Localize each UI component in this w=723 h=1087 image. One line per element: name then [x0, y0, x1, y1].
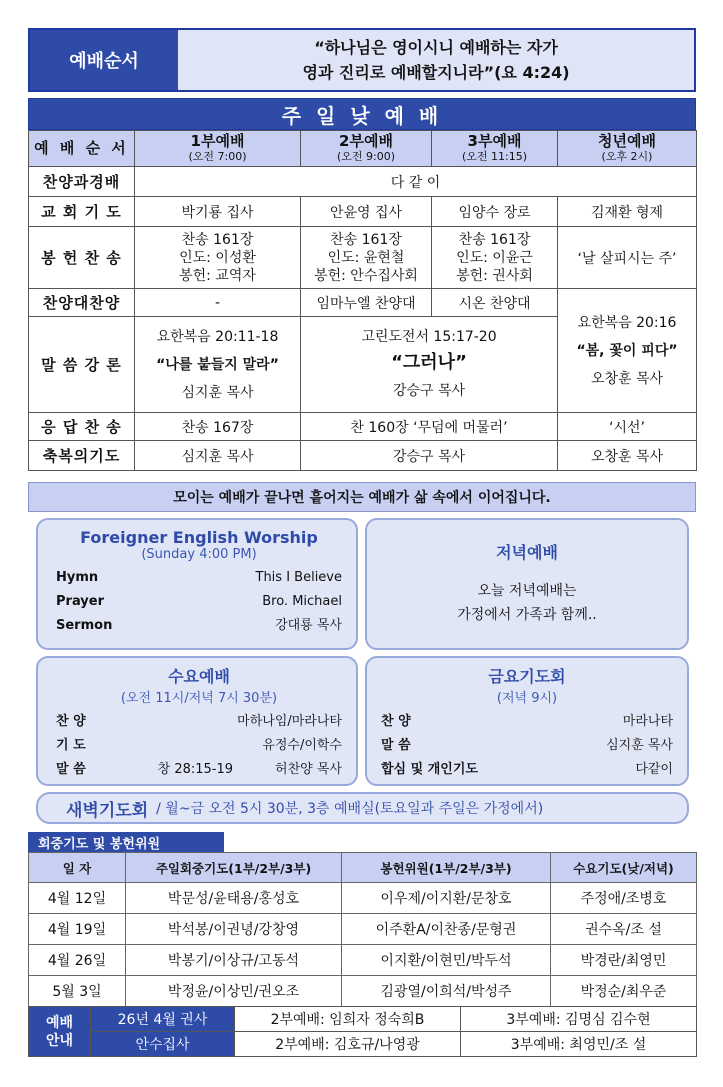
english-worship-box — [36, 518, 358, 650]
cell: 찬송 161장 인도: 이윤근 봉헌: 권사회 — [432, 227, 558, 289]
sunday-worship-title: 주 일 낮 예 배 — [28, 98, 696, 130]
header-verse — [178, 30, 694, 90]
row-label: 응 답 찬 송 — [29, 413, 135, 441]
wednesday-worship-box — [36, 656, 358, 786]
cell: 3부예배: 김명심 김수현 — [461, 1007, 697, 1032]
cell: 찬송 161장 인도: 이성환 봉헌: 교역자 — [135, 227, 301, 289]
wednesday-title: 수요예배 — [168, 667, 230, 686]
friday-item: 말 씀 심지훈 목사 — [381, 738, 673, 753]
cell: 4월 19일 — [29, 914, 126, 945]
prayer-table — [28, 852, 697, 1007]
order-label: 예 배 순 서 — [29, 131, 135, 167]
cell: 요한복음 20:11-18 “나를 붙들지 말라” 심지훈 목사 — [135, 317, 301, 413]
evening-line-2: 가정에서 가족과 함께.. — [457, 607, 597, 623]
cell: 찬송 161장 인도: 윤현철 봉헌: 안수집사회 — [301, 227, 432, 289]
col-header: 주일회중기도(1부/2부/3부) — [126, 853, 342, 883]
cell: 박봉기/이상규/고동석 — [126, 945, 342, 976]
english-time: (Sunday 4:00 PM) — [141, 547, 257, 562]
service-1: 1부예배 (오전 7:00) — [135, 131, 301, 167]
english-item: Sermon 강대룡 목사 — [56, 618, 342, 633]
wednesday-item: 기 도 유정수/이학수 — [56, 738, 342, 753]
wednesday-time: (오전 11시/저녁 7시 30분) — [120, 691, 278, 706]
cell: 강승구 목사 — [301, 441, 558, 471]
dawn-prayer-bar — [36, 792, 689, 824]
evening-worship-box — [365, 518, 689, 650]
closing-message: 모이는 예배가 끝나면 흩어지는 예배가 삶 속에서 이어집니다. — [28, 482, 696, 512]
cell: - — [135, 289, 301, 317]
english-item: Prayer Bro. Michael — [56, 594, 342, 609]
cell: 안윤영 집사 — [301, 197, 432, 227]
prayer-table-title: 회중기도 및 봉헌위원 — [28, 832, 224, 852]
cell: 박문성/윤태용/홍성호 — [126, 883, 342, 914]
row-label: 봉 헌 찬 송 — [29, 227, 135, 289]
friday-prayer-box — [365, 656, 689, 786]
guide-name: 26년 4월 권사 — [91, 1007, 235, 1032]
cell: 4월 12일 — [29, 883, 126, 914]
header-label: 예배순서 — [30, 30, 178, 90]
cell: 이지환/이현민/박두석 — [342, 945, 551, 976]
cell: 김광열/이희석/박성주 — [342, 976, 551, 1007]
wednesday-item: 말 씀 창 28:15-19 허찬양 목사 — [56, 762, 342, 777]
cell: 주정애/조병호 — [551, 883, 697, 914]
friday-item: 찬 양 마라나타 — [381, 714, 673, 729]
cell: 임양수 장로 — [432, 197, 558, 227]
cell: 5월 3일 — [29, 976, 126, 1007]
cell: 박정윤/이상민/권오조 — [126, 976, 342, 1007]
friday-time: (저녁 9시) — [496, 691, 558, 706]
youth-sermon: 요한복음 20:16 “봄, 꽃이 피다” 오창훈 목사 — [558, 289, 697, 413]
dawn-title: 새벽기도회 — [66, 800, 149, 821]
cell: 권수옥/조 설 — [551, 914, 697, 945]
service-header-row — [29, 131, 697, 167]
evening-line-1: 오늘 저녁예배는 — [477, 583, 577, 599]
prayer-table-header — [29, 853, 697, 883]
english-item: Hymn This I Believe — [56, 570, 342, 585]
row-label: 말 씀 강 론 — [29, 317, 135, 413]
guide-name: 안수집사 — [91, 1032, 235, 1057]
praise-all: 다 같 이 — [135, 167, 697, 197]
cell: ‘날 살피시는 주’ — [558, 227, 697, 289]
cell: 박경란/최영민 — [551, 945, 697, 976]
sunday-worship-table — [28, 130, 697, 471]
cell: 4월 26일 — [29, 945, 126, 976]
cell: ‘시선’ — [558, 413, 697, 441]
col-header: 일 자 — [29, 853, 126, 883]
row-benediction — [29, 441, 697, 471]
cell: 찬 160장 ‘무덤에 머물러’ — [301, 413, 558, 441]
cell: 오창훈 목사 — [558, 441, 697, 471]
cell: 박석봉/이권녕/강창영 — [126, 914, 342, 945]
dawn-detail: / 월~금 오전 5시 30분, 3층 예배실(토요일과 주일은 가정에서) — [156, 801, 544, 817]
guide-label: 예배 안내 — [29, 1007, 91, 1057]
row-praise — [29, 167, 697, 197]
service-2: 2부예배 (오전 9:00) — [301, 131, 432, 167]
row-offering — [29, 227, 697, 289]
english-title: Foreigner English Worship — [80, 528, 318, 547]
cell: 박정순/최우준 — [551, 976, 697, 1007]
row-label: 찬양대찬양 — [29, 289, 135, 317]
cell: 2부예배: 김호규/나영광 — [235, 1032, 461, 1057]
cell: 임마누엘 찬양대 — [301, 289, 432, 317]
worship-guide-table — [28, 1006, 697, 1057]
evening-title: 저녁예배 — [496, 543, 558, 562]
cell: 찬송 167장 — [135, 413, 301, 441]
cell: 2부예배: 임희자 정숙희B — [235, 1007, 461, 1032]
service-3: 3부예배 (오전 11:15) — [432, 131, 558, 167]
worship-order-header — [28, 28, 696, 92]
cell: 이우제/이지환/문창호 — [342, 883, 551, 914]
cell: 심지훈 목사 — [135, 441, 301, 471]
cell: 시온 찬양대 — [432, 289, 558, 317]
row-response — [29, 413, 697, 441]
guide-row — [29, 1007, 697, 1032]
row-label: 축복의기도 — [29, 441, 135, 471]
cell: 3부예배: 최영민/조 설 — [461, 1032, 697, 1057]
verse-line-2: 영과 진리로 예배할지니라”(요 4:24) — [302, 63, 570, 82]
friday-item: 합심 및 개인기도 다같이 — [381, 762, 673, 777]
col-header: 수요기도(낮/저녁) — [551, 853, 697, 883]
guide-row — [29, 1032, 697, 1057]
table-row — [29, 945, 697, 976]
row-label: 교 회 기 도 — [29, 197, 135, 227]
table-row — [29, 914, 697, 945]
col-header: 봉헌위원(1부/2부/3부) — [342, 853, 551, 883]
row-choir — [29, 289, 697, 317]
table-row — [29, 976, 697, 1007]
verse-line-1: “하나님은 영이시니 예배하는 자가 — [314, 38, 558, 57]
cell: 이주환A/이찬종/문형권 — [342, 914, 551, 945]
cell: 박기룡 집사 — [135, 197, 301, 227]
row-prayer — [29, 197, 697, 227]
cell: 김재환 형제 — [558, 197, 697, 227]
wednesday-item: 찬 양 마하나임/마라나타 — [56, 714, 342, 729]
row-label: 찬양과경배 — [29, 167, 135, 197]
friday-title: 금요기도회 — [488, 667, 566, 686]
cell: 고린도전서 15:17-20 “그러나” 강승구 목사 — [301, 317, 558, 413]
service-youth: 청년예배 (오후 2시) — [558, 131, 697, 167]
table-row — [29, 883, 697, 914]
